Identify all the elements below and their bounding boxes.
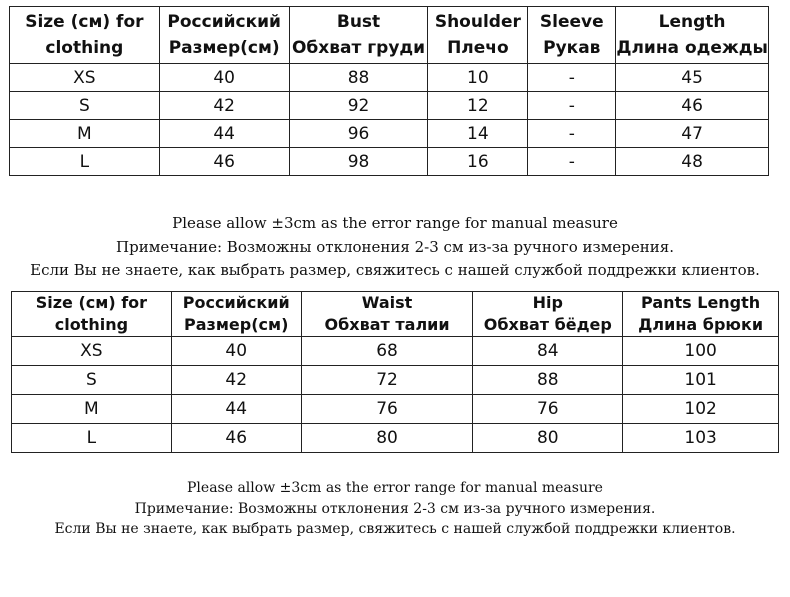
table-header-row [10,7,769,64]
table-cell: 46 [159,148,289,176]
table-cell: 88 [473,366,623,395]
table-cell: 100 [623,337,779,366]
table-cell: 40 [171,337,301,366]
note-line: Примечание: Возможны отклонения 2-3 см из-за ручного измерения. [116,237,674,256]
header-cell-sleeve: Sleeve Рукав [528,7,616,64]
table-cell: 48 [616,148,769,176]
table-cell: XS [12,337,172,366]
table-header-row [12,292,779,337]
header-cell-size: Size (см) for clothing [12,292,172,337]
table-cell: 42 [171,366,301,395]
table-cell: 40 [159,64,289,92]
table-cell: L [12,424,172,453]
table-cell: 46 [171,424,301,453]
table-cell: 14 [428,120,528,148]
top-size-table [9,6,769,176]
table-cell: - [528,92,616,120]
header-cell-bust: Bust Обхват груди [289,7,428,64]
header-cell-russian-size: Российский Размер(см) [171,292,301,337]
table-row [12,366,779,395]
table-cell: S [12,366,172,395]
table-cell: M [12,395,172,424]
table-cell: 102 [623,395,779,424]
table-cell: 10 [428,64,528,92]
table-cell: 46 [616,92,769,120]
table-row [12,395,779,424]
header-cell-pants-length: Pants Length Длина брюки [623,292,779,337]
table-row [10,92,769,120]
table-cell: 84 [473,337,623,366]
measurement-note-bottom [0,478,790,540]
table-cell: 44 [171,395,301,424]
measurement-note-top [0,212,790,283]
table-cell: XS [10,64,160,92]
table-cell: 44 [159,120,289,148]
table-cell: S [10,92,160,120]
table-cell: M [10,120,160,148]
bottom-size-table [11,291,779,453]
table-cell: - [528,64,616,92]
header-cell-length: Length Длина одежды [616,7,769,64]
table-cell: 76 [301,395,473,424]
table-cell: 45 [616,64,769,92]
note-line: Если Вы не знаете, как выбрать размер, свяжитесь с нашей службой поддрежки клиентов. [30,261,760,279]
table-cell: 92 [289,92,428,120]
header-cell-shoulder: Shoulder Плечо [428,7,528,64]
note-line: Please allow ±3cm as the error range for manual measure [187,480,603,496]
table-cell: 42 [159,92,289,120]
table-cell: 88 [289,64,428,92]
table-cell: 96 [289,120,428,148]
table-row [10,120,769,148]
table-cell: L [10,148,160,176]
table-row [12,337,779,366]
header-cell-waist: Waist Обхват талии [301,292,473,337]
table-cell: 101 [623,366,779,395]
table-cell: 80 [473,424,623,453]
table-cell: - [528,120,616,148]
table-cell: 72 [301,366,473,395]
table-cell: 12 [428,92,528,120]
note-line: Если Вы не знаете, как выбрать размер, свяжитесь с нашей службой поддрежки клиентов. [54,521,736,537]
header-cell-hip: Hip Обхват бёдер [473,292,623,337]
table-cell: - [528,148,616,176]
note-line: Примечание: Возможны отклонения 2-3 см из-за ручного измерения. [134,500,656,517]
table-row [12,424,779,453]
note-line: Please allow ±3cm as the error range for manual measure [172,214,618,232]
table-row [10,148,769,176]
header-cell-size: Size (см) for clothing [10,7,160,64]
table-cell: 68 [301,337,473,366]
table-cell: 103 [623,424,779,453]
table-cell: 98 [289,148,428,176]
table-cell: 47 [616,120,769,148]
table-cell: 16 [428,148,528,176]
table-row [10,64,769,92]
table-cell: 80 [301,424,473,453]
table-cell: 76 [473,395,623,424]
header-cell-russian-size: Российский Размер(см) [159,7,289,64]
